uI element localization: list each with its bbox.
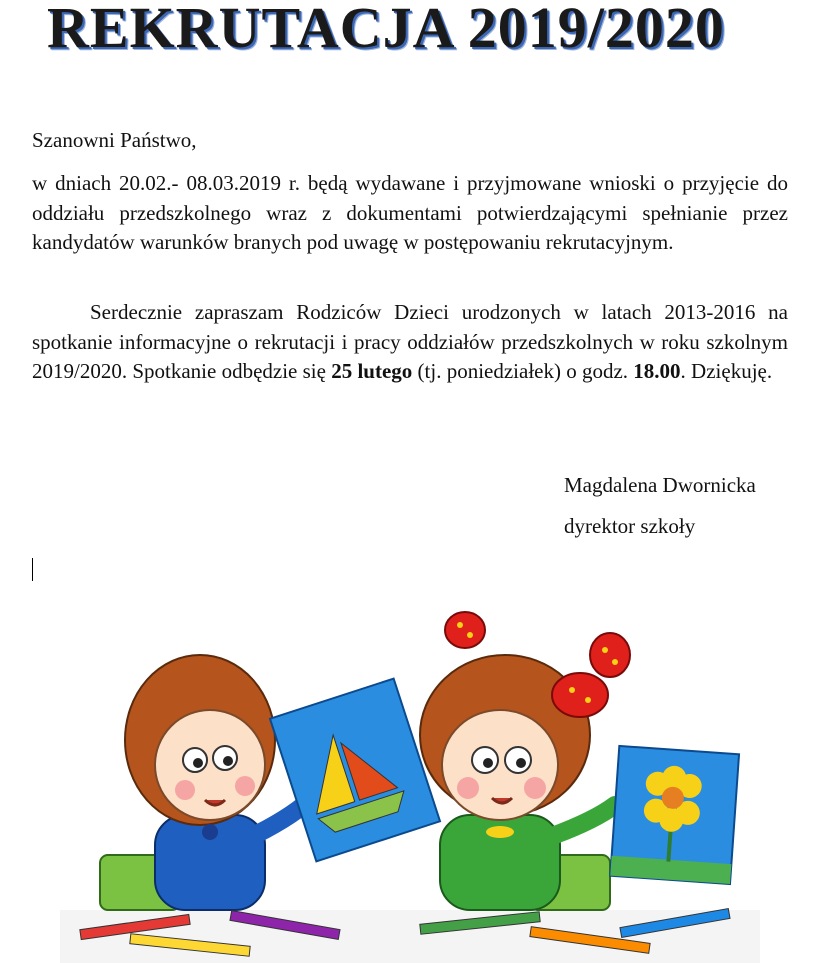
text-cursor[interactable]	[32, 558, 33, 581]
invitation-text: Serdecznie zapraszam Rodziców Dzieci urodzonych w latach 2013-2016 na spotkanie informacyjne o rekrutacji i pracy oddziałów przedszkolnych w roku szkolnym 2019/2020. Spotkanie odbędzie się	[32, 300, 788, 383]
meeting-date: 25 lutego	[331, 359, 413, 383]
signature-name: Magdalena Dwornicka	[564, 473, 756, 497]
children-with-drawings-clipart	[60, 600, 760, 963]
bow-right	[552, 633, 630, 717]
paragraph-invitation	[32, 298, 788, 387]
thanks-text: . Dziękuję.	[680, 359, 773, 383]
bow-left	[445, 612, 485, 648]
signature-role: dyrektor szkoły	[564, 514, 696, 538]
paragraph-dates: w dniach 20.02.- 08.03.2019 r. będą wydawane i przyjmowane wnioski o przyjęcie do oddziału przedszkolnego wraz z dokumentami potwierdzającymi spełnianie przez kandydatów warunków branych pod uwagę w postępowaniu rekrutacyjnym.	[32, 171, 788, 254]
greeting: Szanowni Państwo,	[32, 128, 197, 152]
flower-drawing	[610, 746, 739, 884]
boat-drawing	[270, 679, 440, 862]
document-title: REKRUTACJA 2019/2020	[47, 0, 725, 60]
invitation-text-2: (tj. poniedziałek) o godz.	[412, 359, 634, 383]
meeting-time: 18.00	[633, 359, 681, 383]
